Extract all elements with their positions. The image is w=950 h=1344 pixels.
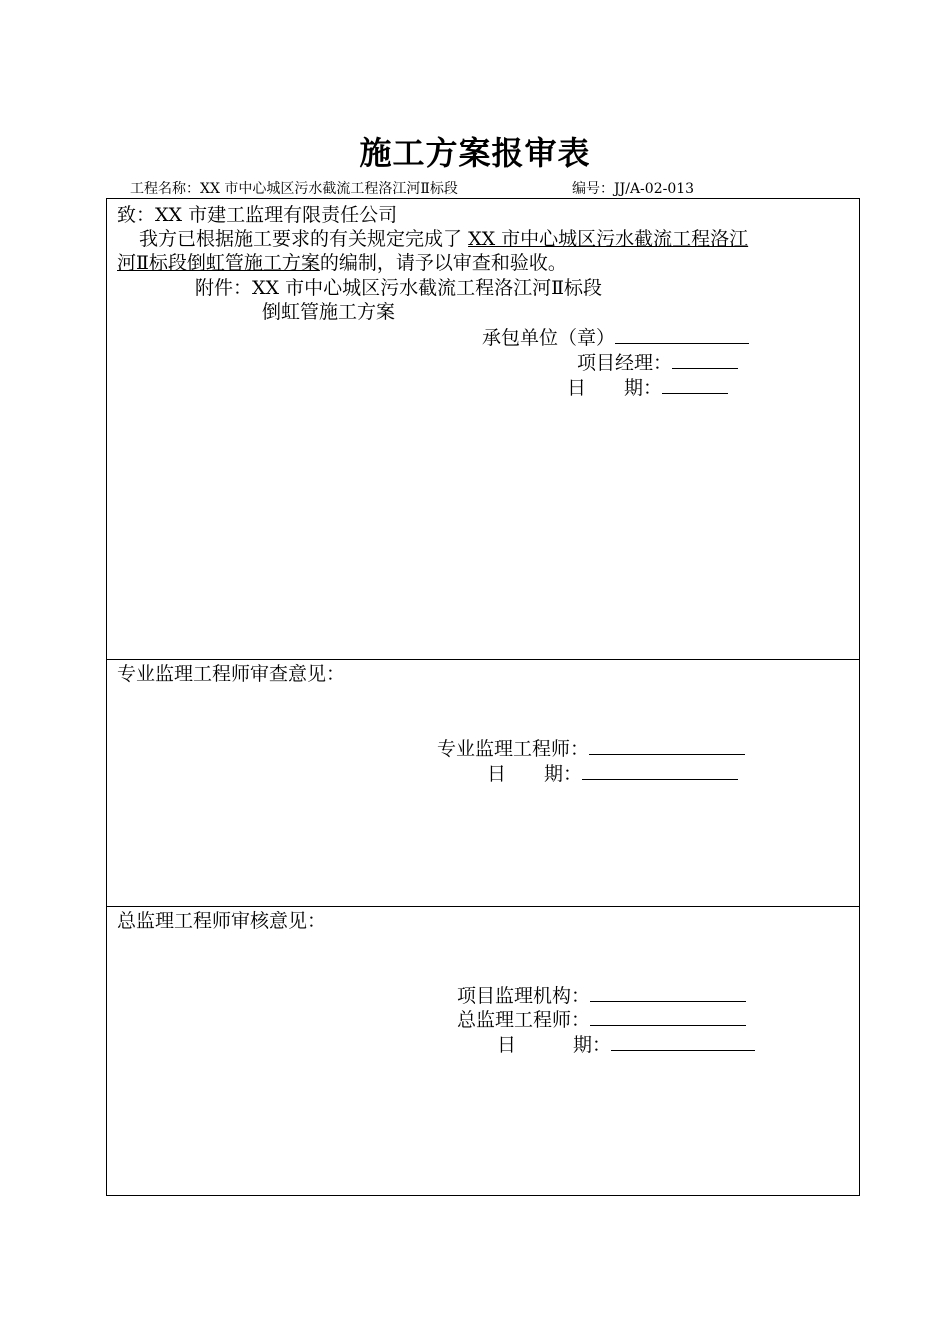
review-form [106,198,860,1196]
submission-date [567,375,728,400]
chief-review-heading: 总监理工程师审核意见： [117,910,327,932]
specialist-review-section [107,659,859,906]
project-name: 工程名称：XX 市中心城区污水截流工程洛江河Ⅱ标段 [130,181,458,197]
submission-section [107,199,859,659]
supervision-org-signature [457,983,746,1008]
supervision-org-blank[interactable] [590,983,746,1002]
specialist-engineer-label: 专业监理工程师： [437,738,590,760]
attachment-line-2: 倒虹管施工方案 [262,301,396,323]
specialist-date-blank[interactable] [582,761,738,780]
specialist-review-heading: 专业监理工程师审查意见： [117,663,346,685]
supervision-org-label: 项目监理机构： [457,985,591,1007]
project-manager-signature [577,350,738,375]
contractor-blank[interactable] [615,325,749,344]
chief-engineer-label: 总监理工程师： [457,1009,591,1031]
chief-engineer-signature [457,1007,746,1032]
specialist-date-label: 日 期： [487,763,583,785]
specialist-engineer-signature [437,736,745,761]
addressee: 致：XX 市建工监理有限责任公司 [117,204,398,226]
chief-review-date [497,1032,755,1057]
specialist-engineer-blank[interactable] [589,736,745,755]
chief-date-blank[interactable] [611,1032,755,1051]
attachment-line-1: 附件：XX 市中心城区污水截流工程洛江河Ⅱ标段 [195,277,603,299]
submission-body-line-1 [139,227,748,251]
document-number: 编号：JJ/A-02-013 [572,181,695,197]
submission-body-line-2 [117,251,567,275]
pm-label: 项目经理： [577,352,673,374]
contractor-signature [482,325,749,350]
plan-name-part-1: XX 市中心城区污水截流工程洛江 [468,228,749,250]
contractor-label: 承包单位（章） [482,327,616,349]
plan-name-part-2: 河Ⅱ标段倒虹管施工方案 [117,252,320,274]
date-blank[interactable] [662,375,728,394]
specialist-review-date [487,761,738,786]
page-title: 施工方案报审表 [359,134,591,172]
body-suffix: 的编制，请予以审查和验收。 [319,252,567,274]
chief-review-section [107,906,859,1197]
pm-blank[interactable] [672,350,738,369]
chief-engineer-blank[interactable] [590,1007,746,1026]
chief-date-label: 日 期： [497,1034,612,1056]
body-prefix: 我方已根据施工要求的有关规定完成了 [139,228,463,250]
date-label: 日 期： [567,377,663,399]
